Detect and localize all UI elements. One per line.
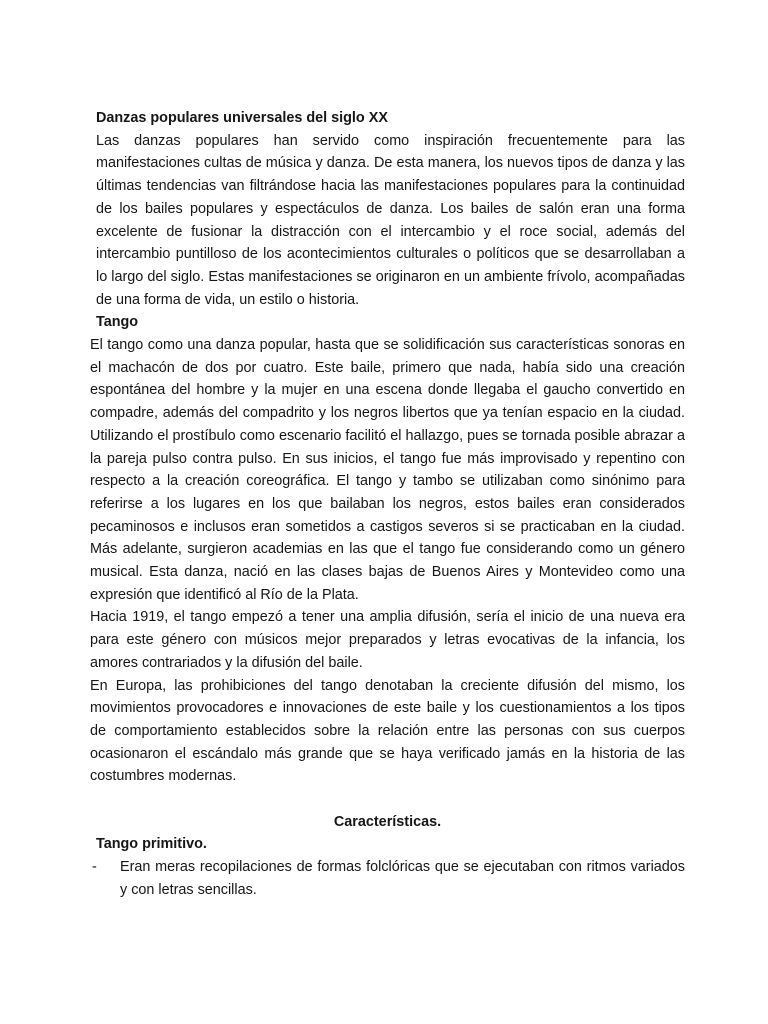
- list-bullet: -: [92, 859, 97, 876]
- tango-primitivo-heading: Tango primitivo.: [96, 836, 207, 853]
- document-page: [90, 107, 685, 902]
- tango-heading: Tango: [96, 314, 139, 331]
- tango-paragraph-3: En Europa, las prohibiciones del tango denotaban la creciente difusión del mismo, los movimientos provocadores e innovaciones de este baile y los cuestionamientos a los tipos de comportamiento establecidos sobre la relación entre las personas con sus cuerpos ocasionaron el escándalo más grande que se haya verificado jamás en la historia de las costumbres modernas.: [90, 677, 685, 785]
- tango-paragraph-2: Hacia 1919, el tango empezó a tener una amplia difusión, sería el inicio de una nueva era para este género con músicos mejor preparados y letras evocativas de la infancia, los amores contrariados y la difusión del baile.: [90, 609, 685, 671]
- document-title: Danzas populares universales del siglo XX: [96, 110, 388, 126]
- tango-paragraph-1: El tango como una danza popular, hasta que se solidificación sus características sonoras en el machacón de dos por cuatro. Este baile, primero que nada, había sido una creación espontánea del hombre y la mujer en una escena donde llegaba el gaucho convertido en compadre, además del compadrito y los negros libertos que ya tenían espacio en la ciudad. Utilizando el prostíbulo como escenario facilitó el hallazgo, pues se tornada posible abrazar a la pareja pulso contra pulso. En sus inicios, el tango fue más improvisado y repentino con respecto a la creación coreográfica. El tango y tambo se utilizaban como sinónimo para referirse a los lugares en los que bailaban los negros, estos bailes eran considerados pecaminosos e inclusos eran sometidos a castigos severos si se practicaban en la ciudad. Más adelante, surgieron academias en las que el tango fue considerando como un género musical. Esta danza, nació en las clases bajas de Buenos Aires y Montevideo como una expresión que identificó al Río de la Plata.: [90, 337, 685, 603]
- caracteristicas-heading: Características.: [333, 813, 442, 830]
- section-spacer: [90, 788, 685, 811]
- intro-paragraph: Las danzas populares han servido como inspiración frecuentemente para las manifestaciones cultas de música y danza. De esta manera, los nuevos tipos de danza y las últimas tendencias van filtrándose hacia las manifestaciones populares para la continuidad de los bailes populares y espectáculos de danza. Los bailes de salón eran una forma excelente de fusionar la distracción con el intercambio y el roce social, además del intercambio puntilloso de los acontecimientos culturales o políticos que se desarrollaban a lo largo del siglo. Estas manifestaciones se originaron en un ambiente frívolo, acompañadas de una forma de vida, un estilo o historia.: [96, 132, 685, 308]
- list-item-text: Eran meras recopilaciones de formas folclóricas que se ejecutaban con ritmos variados y con letras sencillas.: [120, 859, 685, 898]
- list-item: [90, 856, 685, 901]
